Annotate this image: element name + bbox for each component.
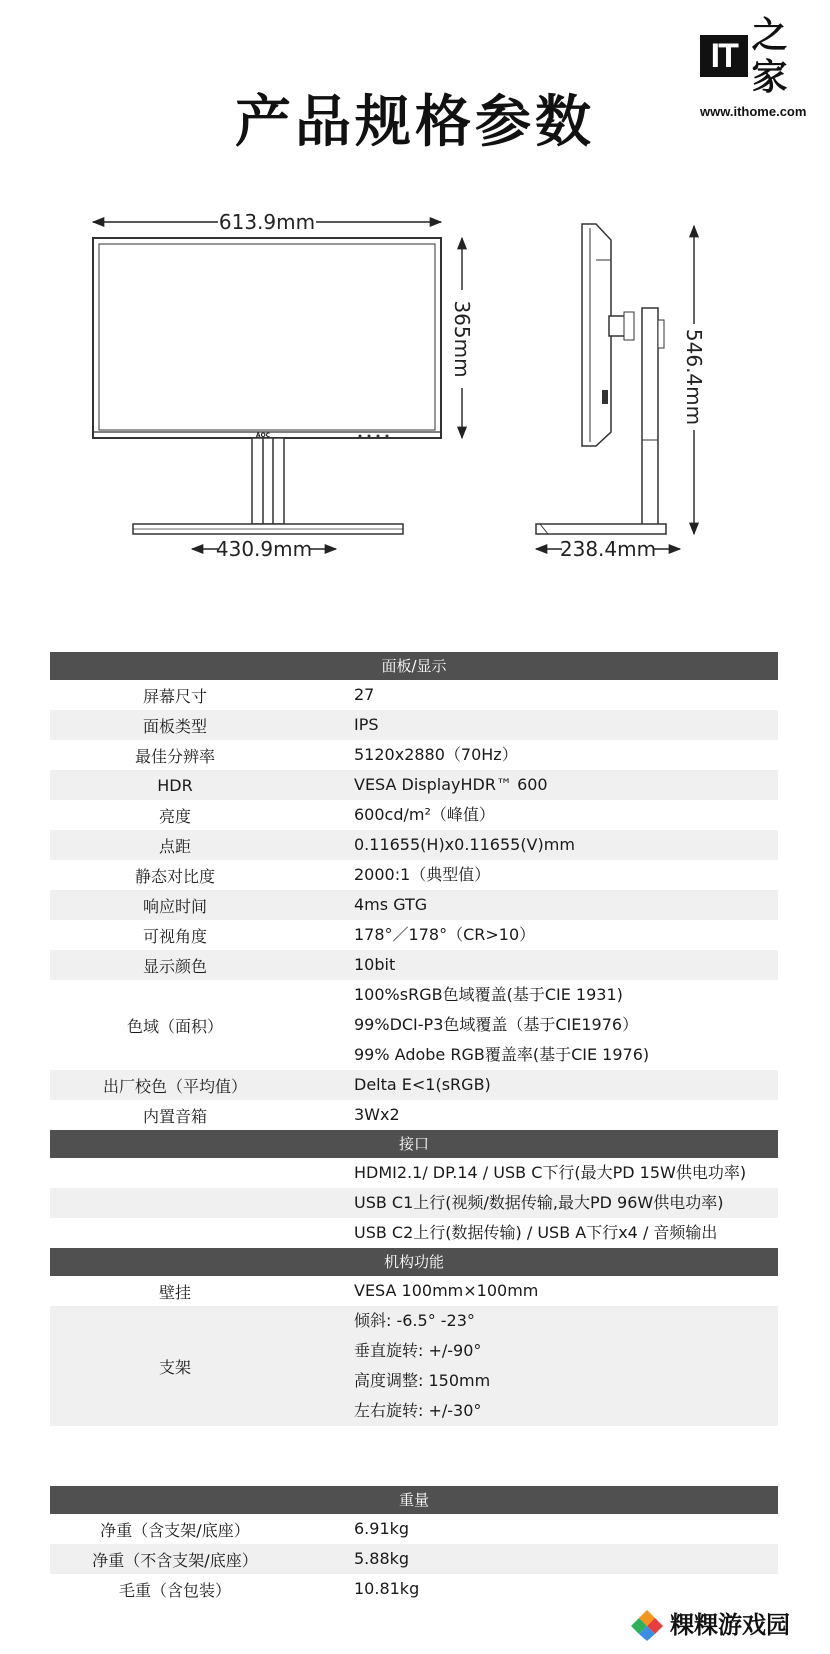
spec-value: 倾斜: -6.5° -23° xyxy=(354,1311,475,1330)
table-row xyxy=(50,800,778,830)
section-header: 接口 xyxy=(50,1130,778,1158)
spec-values xyxy=(300,1100,778,1130)
spec-values xyxy=(300,1544,778,1574)
section-header: 面板/显示 xyxy=(50,652,778,680)
spec-label: 响应时间 xyxy=(142,896,207,916)
table-row xyxy=(50,1158,778,1188)
spec-value: 0.11655(H)x0.11655(V)mm xyxy=(354,835,575,854)
total-height-dimension: 546.4mm xyxy=(682,328,706,426)
spec-values xyxy=(300,800,778,830)
monitor-stand-neck xyxy=(252,438,284,524)
table-row xyxy=(50,1574,778,1604)
spec-label: 色域（面积） xyxy=(126,1016,223,1036)
side-panel xyxy=(582,224,611,446)
table-row xyxy=(50,1426,778,1456)
table-row xyxy=(50,770,778,800)
spec-value: IPS xyxy=(354,715,379,734)
spec-value: 高度调整: 150mm xyxy=(354,1371,491,1390)
spec-value: 99% Adobe RGB覆盖率(基于CIE 1976) xyxy=(354,1045,650,1064)
watermark xyxy=(630,1608,790,1642)
spec-value: USB C1上行(视频/数据传输,最大PD 96W供电功率) xyxy=(354,1193,724,1212)
table-row xyxy=(50,1306,778,1426)
spec-values xyxy=(300,1276,778,1306)
spec-value: VESA DisplayHDR™ 600 xyxy=(354,775,548,794)
spec-values xyxy=(300,1426,778,1456)
brand-mark: AOC xyxy=(255,432,271,439)
spec-values xyxy=(300,680,778,710)
logo-url: www.ithome.com xyxy=(700,104,807,119)
spec-value: Delta E<1(sRGB) xyxy=(354,1075,491,1094)
table-row xyxy=(50,1100,778,1130)
side-stand-column xyxy=(642,308,658,530)
spec-value: 6.91kg xyxy=(354,1519,410,1538)
spec-value: 5120x2880（70Hz） xyxy=(354,745,518,764)
monitor-bezel xyxy=(93,238,441,438)
logo-mark: IT xyxy=(700,35,748,77)
spec-label: 亮度 xyxy=(158,806,191,826)
spec-value: 178°／178°（CR>10） xyxy=(354,925,536,944)
spec-value: USB C2上行(数据传输) / USB A下行x4 / 音频输出 xyxy=(354,1223,718,1242)
spec-label: 可视角度 xyxy=(142,926,207,946)
spec-values xyxy=(300,770,778,800)
table-row xyxy=(50,920,778,950)
spec-values xyxy=(300,1188,778,1218)
spec-value: 10.81kg xyxy=(354,1579,420,1598)
spec-value xyxy=(354,1426,778,1456)
spec-label xyxy=(50,1158,300,1188)
logo-chinese: 之家 xyxy=(751,14,788,98)
section-spacer xyxy=(50,1456,778,1486)
spec-label: 面板类型 xyxy=(142,716,207,736)
height-dimension: 365mm xyxy=(450,300,474,378)
table-row xyxy=(50,1276,778,1306)
spec-label: HDR xyxy=(157,775,193,795)
table-row xyxy=(50,890,778,920)
watermark-text: 粿粿游戏园 xyxy=(670,1611,790,1639)
table-row xyxy=(50,830,778,860)
side-base xyxy=(536,524,666,534)
spec-value: 100%sRGB色域覆盖(基于CIE 1931) xyxy=(354,985,623,1004)
spec-values xyxy=(300,1218,778,1248)
spec-values xyxy=(300,1158,778,1188)
table-row xyxy=(50,1544,778,1574)
spec-values xyxy=(300,1574,778,1604)
width-dimension: 613.9mm xyxy=(218,210,316,234)
spec-value: 5.88kg xyxy=(354,1549,410,1568)
table-row xyxy=(50,860,778,890)
watermark-logo-icon xyxy=(630,1608,664,1642)
spec-values xyxy=(300,1306,778,1426)
spec-value: 27 xyxy=(354,685,375,704)
spec-values xyxy=(300,740,778,770)
spec-label: 净重（不含支架/底座） xyxy=(92,1550,258,1570)
page-title: 产品规格参数 xyxy=(235,90,595,155)
spec-label xyxy=(50,1188,300,1218)
spec-value: VESA 100mm×100mm xyxy=(354,1281,539,1300)
spec-value: 10bit xyxy=(354,955,396,974)
spec-value: 左右旋转: +/-30° xyxy=(354,1401,482,1420)
spec-table xyxy=(50,652,778,1604)
spec-label: 支架 xyxy=(158,1357,191,1377)
spec-values xyxy=(300,980,778,1070)
table-row xyxy=(50,1070,778,1100)
spec-values xyxy=(300,1514,778,1544)
spec-values xyxy=(300,920,778,950)
spec-value: 99%DCI-P3色域覆盖（基于CIE1976） xyxy=(354,1015,639,1034)
side-view xyxy=(536,224,666,534)
spec-values xyxy=(300,890,778,920)
table-row xyxy=(50,950,778,980)
front-view xyxy=(93,238,441,534)
spec-label xyxy=(50,1218,300,1248)
base-width-dimension: 430.9mm xyxy=(215,537,313,561)
spec-label: 毛重（含包装） xyxy=(118,1580,231,1600)
spec-label xyxy=(50,1426,300,1456)
section-header: 重量 xyxy=(50,1486,778,1514)
table-row xyxy=(50,1218,778,1248)
spec-label: 出厂校色（平均值） xyxy=(102,1076,247,1096)
spec-values xyxy=(300,830,778,860)
spec-label: 点距 xyxy=(158,836,191,856)
table-row xyxy=(50,1514,778,1544)
spec-values xyxy=(300,710,778,740)
spec-value: 3Wx2 xyxy=(354,1105,400,1124)
spec-label: 显示颜色 xyxy=(142,956,207,976)
table-row xyxy=(50,740,778,770)
depth-dimension: 238.4mm xyxy=(559,537,657,561)
spec-value: 4ms GTG xyxy=(354,895,428,914)
spec-value: 2000:1（典型值） xyxy=(354,865,491,884)
spec-value: 600cd/m²（峰值） xyxy=(354,805,495,824)
section-header: 机构功能 xyxy=(50,1248,778,1276)
dimension-diagram xyxy=(0,200,830,600)
spec-label: 壁挂 xyxy=(158,1282,191,1302)
spec-label: 净重（含支架/底座） xyxy=(100,1520,250,1540)
spec-label: 内置音箱 xyxy=(142,1106,207,1126)
spec-values xyxy=(300,860,778,890)
table-row xyxy=(50,980,778,1070)
spec-label: 最佳分辨率 xyxy=(134,746,215,766)
spec-values xyxy=(300,1070,778,1100)
spec-label: 屏幕尺寸 xyxy=(142,686,207,706)
spec-values xyxy=(300,950,778,980)
spec-value: HDMI2.1/ DP.14 / USB C下行(最大PD 15W供电功率) xyxy=(354,1163,747,1182)
table-row xyxy=(50,1188,778,1218)
spec-value: 垂直旋转: +/-90° xyxy=(354,1341,482,1360)
table-row xyxy=(50,680,778,710)
spec-label: 静态对比度 xyxy=(134,866,215,886)
table-row xyxy=(50,710,778,740)
